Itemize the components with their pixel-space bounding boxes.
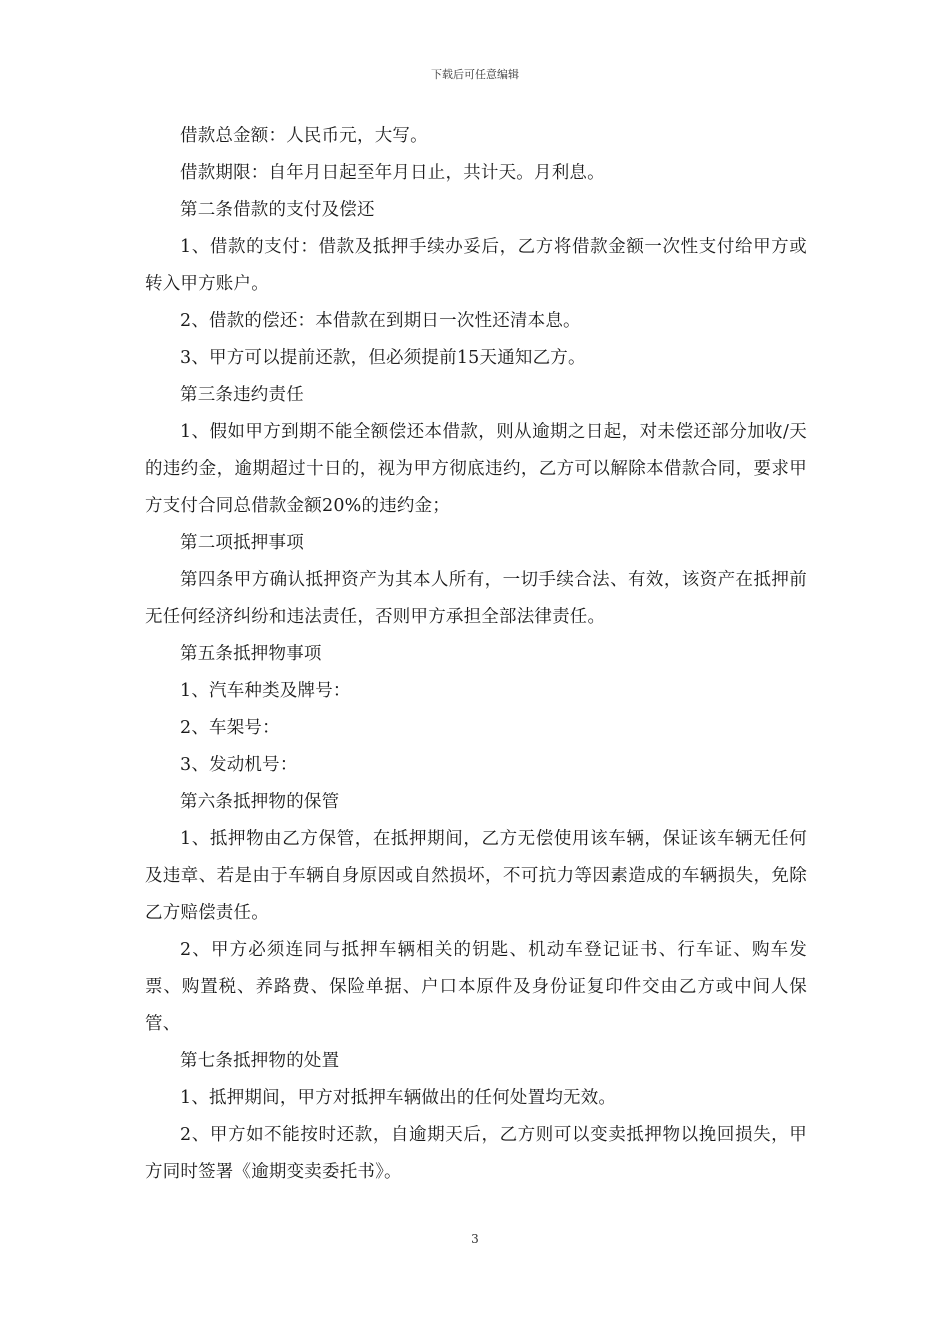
- paragraph: 2、借款的偿还：本借款在到期日一次性还清本息。: [180, 311, 581, 331]
- section-heading-article-2: 第二条借款的支付及偿还: [180, 200, 375, 220]
- paragraph: 3、发动机号：: [180, 755, 298, 775]
- page-header: 下载后可任意编辑: [431, 68, 519, 81]
- paragraph: 1、抵押物由乙方保管，在抵押期间，乙方无偿使用该车辆，保证该车辆无任何及违章、若是由于车辆自身原因或自然损坏，不可抗力等因素造成的车辆损失，免除乙方赔偿责任。: [145, 829, 807, 923]
- paragraph: 2、车架号：: [180, 718, 280, 738]
- paragraph-loan-term: 借款期限：自年月日起至年月日止，共计天。月利息。: [180, 163, 605, 183]
- paragraph: 1、假如甲方到期不能全额偿还本借款，则从逾期之日起，对未偿还部分加收/天的违约金，逾期超过十日的，视为甲方彻底违约，乙方可以解除本借款合同，要求甲方支付合同总借款金额20%的违约金；: [145, 422, 807, 516]
- paragraph: 2、甲方如不能按时还款，自逾期天后，乙方则可以变卖抵押物以挽回损失，甲方同时签署《逾期变卖委托书》。: [145, 1125, 807, 1182]
- paragraph: 3、甲方可以提前还款，但必须提前15天通知乙方。: [180, 348, 586, 368]
- section-heading-article-5: 第五条抵押物事项: [180, 644, 322, 664]
- page-number: 3: [471, 1232, 479, 1246]
- section-heading-article-3: 第三条违约责任: [180, 385, 304, 405]
- paragraph-loan-amount: 借款总金额：人民币元，大写。: [180, 126, 428, 146]
- paragraph: 1、抵押期间，甲方对抵押车辆做出的任何处置均无效。: [180, 1088, 617, 1108]
- section-heading-article-6: 第六条抵押物的保管: [180, 792, 340, 812]
- section-heading-article-7: 第七条抵押物的处置: [180, 1051, 340, 1071]
- paragraph-article-4: 第四条甲方确认抵押资产为其本人所有，一切手续合法、有效，该资产在抵押前无任何经济纠纷和违法责任，否则甲方承担全部法律责任。: [145, 570, 807, 627]
- section-heading-part-2: 第二项抵押事项: [180, 533, 304, 553]
- paragraph: 2、甲方必须连同与抵押车辆相关的钥匙、机动车登记证书、行车证、购车发票、购置税、养路费、保险单据、户口本原件及身份证复印件交由乙方或中间人保管、: [145, 940, 807, 1034]
- document-body: [145, 118, 807, 1191]
- paragraph: 1、借款的支付：借款及抵押手续办妥后，乙方将借款金额一次性支付给甲方或转入甲方账户。: [145, 237, 807, 294]
- paragraph: 1、汽车种类及牌号：: [180, 681, 351, 701]
